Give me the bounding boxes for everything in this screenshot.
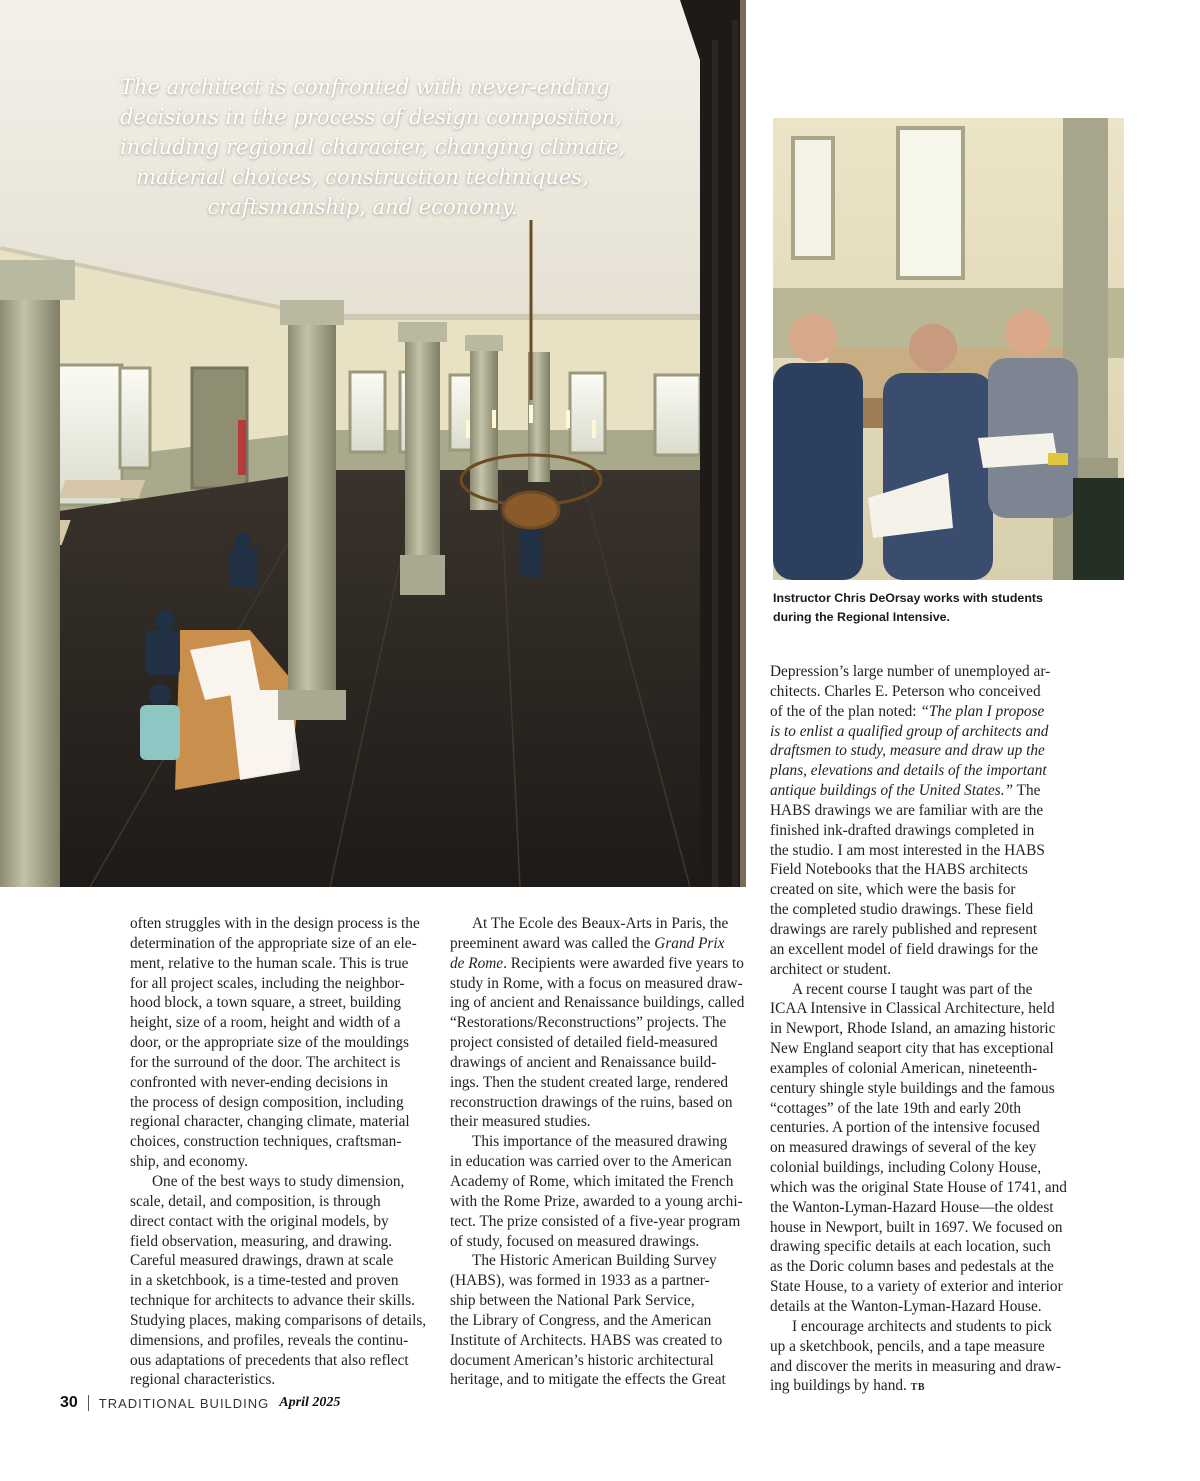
text-line — [450, 934, 750, 954]
text-line: house in Newport, built in 1697. We focused on — [770, 1218, 1063, 1236]
text-line: often struggles with in the design process is the — [130, 915, 420, 932]
text-line: field observation, measuring, and drawing. — [130, 1232, 393, 1250]
text-line: chitects. Charles E. Peterson who conceived — [770, 682, 1041, 700]
quote-line: draftsmen to study, measure and draw up the — [770, 742, 1045, 760]
text-line: as the Doric column bases and pedestals at the — [770, 1258, 1054, 1276]
studio-photo-illustration — [773, 118, 1124, 580]
studio-photo — [773, 118, 1124, 580]
text-line: The Historic American Building Survey — [472, 1252, 717, 1270]
text-line: hood block, a town square, a street, building — [130, 994, 402, 1012]
text-line: (HABS), was formed in 1933 as a partner- — [450, 1272, 710, 1290]
text-line: Academy of Rome, which imitated the French — [450, 1172, 734, 1190]
text-line: ship, and economy. — [130, 1153, 248, 1171]
text-line: drawing specific details at each location, such — [770, 1238, 1051, 1256]
text-line: architect or student. — [770, 960, 892, 978]
text-line: drawings are rarely published and represent — [770, 920, 1038, 938]
text-line: ous adaptations of precedents that also reflect — [130, 1351, 409, 1369]
text-line: the studio. I am most interested in the HABS — [770, 841, 1045, 859]
pull-quote-line: including regional character, changing climate, — [120, 135, 626, 159]
text-line: for all project scales, including the neighbor- — [130, 974, 405, 992]
text-line: ment, relative to the human scale. This is true — [130, 954, 409, 972]
italic-run: Grand Prix — [654, 934, 725, 952]
text-line: of study, focused on measured drawings. — [450, 1232, 700, 1250]
text-line: direct contact with the original models, by — [130, 1212, 389, 1230]
text-line: an excellent model of field drawings for the — [770, 940, 1039, 958]
text-line: dimensions, and profiles, reveals the continu- — [130, 1331, 409, 1349]
text-line: New England seaport city that has exceptional — [770, 1040, 1054, 1058]
text-line: in a sketchbook, is a time-tested and proven — [130, 1272, 399, 1290]
text-run: preeminent award was called the — [450, 934, 655, 952]
text-line: finished ink-drafted drawings completed in — [770, 821, 1035, 839]
quote-line: is to enlist a qualified group of architects and — [770, 722, 1049, 740]
footer-divider — [88, 1395, 89, 1411]
text-line: ICAA Intensive in Classical Architecture, held — [770, 1000, 1055, 1018]
text-line: scale, detail, and composition, is through — [130, 1192, 381, 1210]
text-line: “Restorations/Reconstructions” projects. The — [450, 1014, 727, 1032]
pull-quote — [120, 72, 626, 222]
text-line: colonial buildings, including Colony House, — [770, 1159, 1042, 1177]
text-line — [770, 781, 1070, 801]
hero-photo — [0, 0, 746, 887]
text-line: with the Rome Prize, awarded to a young archi- — [450, 1192, 743, 1210]
text-line: Studying places, making comparisons of details, — [130, 1311, 427, 1329]
text-line: the process of design composition, including — [130, 1093, 404, 1111]
text-line: I encourage architects and students to pick — [792, 1317, 1052, 1335]
text-line: document American’s historic architectural — [450, 1351, 714, 1369]
pull-quote-line: The architect is confronted with never-ending — [120, 75, 610, 99]
text-line: ings. Then the student created large, rendered — [450, 1073, 729, 1091]
text-line: and discover the merits in measuring and draw- — [770, 1357, 1061, 1375]
text-column-3 — [770, 662, 1070, 1398]
text-line: This importance of the measured drawing — [472, 1133, 728, 1151]
text-line: which was the original State House of 1741, and — [770, 1178, 1067, 1196]
text-line: reconstruction drawings of the ruins, based on — [450, 1093, 733, 1111]
page-footer — [60, 1392, 340, 1414]
text-line — [770, 702, 1070, 722]
text-line: the Wanton-Lyman-Hazard House—the oldest — [770, 1198, 1054, 1216]
text-run: of the of the plan noted: — [770, 702, 921, 720]
pull-quote-line: material choices, construction techniques, — [136, 165, 589, 189]
text-line: Institute of Architects. HABS was created to — [450, 1331, 723, 1349]
text-line: in education was carried over to the American — [450, 1153, 732, 1171]
text-line: tect. The prize consisted of a five-year program — [450, 1212, 741, 1230]
text-line: details at the Wanton-Lyman-Hazard House. — [770, 1298, 1042, 1315]
photo-caption — [773, 589, 1093, 626]
text-line: created on site, which were the basis for — [770, 881, 1016, 899]
text-line: One of the best ways to study dimension, — [152, 1172, 405, 1190]
text-line: At The Ecole des Beaux-Arts in Paris, the — [472, 915, 729, 932]
pull-quote-line: craftsmanship, and economy. — [207, 195, 518, 219]
text-line: century shingle style buildings and the famous — [770, 1079, 1055, 1097]
quote-line: plans, elevations and details of the important — [770, 762, 1047, 780]
text-run: ing buildings by hand. — [770, 1377, 911, 1395]
text-line: for the surround of the door. The architect is — [130, 1053, 401, 1071]
end-mark: TB — [910, 1382, 925, 1394]
text-line: height, size of a room, height and width of a — [130, 1014, 401, 1032]
caption-line: Instructor Chris DeOrsay works with students — [773, 591, 1043, 605]
pull-quote-line: decisions in the process of design composition, — [120, 105, 622, 129]
text-line: regional character, changing climate, material — [130, 1113, 410, 1131]
text-line: the Library of Congress, and the American — [450, 1311, 712, 1329]
text-line: up a sketchbook, pencils, and a tape measure — [770, 1337, 1045, 1355]
text-line: their measured studies. — [450, 1113, 591, 1131]
text-column-2 — [450, 914, 750, 1390]
text-line: choices, construction techniques, craftsman- — [130, 1133, 402, 1151]
text-line: in Newport, Rhode Island, an amazing historic — [770, 1020, 1056, 1038]
text-line — [770, 1376, 1070, 1398]
text-line: Field Notebooks that the HABS architects — [770, 861, 1028, 879]
text-run: . Recipients were awarded five years to — [503, 954, 744, 972]
text-line: Depression’s large number of unemployed ar- — [770, 663, 1051, 680]
text-line: ing of ancient and Renaissance buildings, called — [450, 994, 745, 1012]
text-line: centuries. A portion of the intensive focused — [770, 1119, 1040, 1137]
text-line: technique for architects to advance their skills. — [130, 1292, 416, 1310]
italic-run: “The plan I propose — [920, 702, 1045, 720]
text-line: project consisted of detailed field-measured — [450, 1034, 718, 1052]
text-line — [450, 954, 750, 974]
text-line: study in Rome, with a focus on measured draw- — [450, 974, 743, 992]
text-line: the completed studio drawings. These field — [770, 901, 1034, 919]
text-line: heritage, and to mitigate the effects the Great — [450, 1371, 726, 1389]
text-line: door, or the appropriate size of the mouldings — [130, 1034, 409, 1052]
text-line: Careful measured drawings, drawn at scale — [130, 1252, 394, 1270]
page-number: 30 — [60, 1394, 78, 1411]
text-line: on measured drawings of several of the key — [770, 1139, 1037, 1157]
text-line: regional characteristics. — [130, 1371, 276, 1389]
text-run: The — [1013, 782, 1041, 800]
text-line: examples of colonial American, nineteenth- — [770, 1059, 1038, 1077]
publication-name: TRADITIONAL BUILDING — [98, 1395, 270, 1411]
caption-line: during the Regional Intensive. — [773, 609, 950, 624]
text-line: “cottages” of the late 19th and early 20th — [770, 1099, 1022, 1117]
italic-run: de Rome — [450, 954, 504, 972]
issue-date: April 2025 — [279, 1395, 341, 1410]
text-line: A recent course I taught was part of the — [792, 980, 1033, 998]
text-line: State House, to a variety of exterior and interior — [770, 1278, 1063, 1296]
text-line: HABS drawings we are familiar with are the — [770, 801, 1044, 819]
text-line: determination of the appropriate size of an ele- — [130, 934, 417, 952]
text-line: confronted with never-ending decisions in — [130, 1073, 388, 1091]
text-line: ship between the National Park Service, — [450, 1292, 695, 1310]
text-column-1 — [130, 914, 430, 1390]
italic-run: antique buildings of the United States.” — [770, 782, 1014, 800]
text-line: drawings of ancient and Renaissance build- — [450, 1053, 717, 1071]
